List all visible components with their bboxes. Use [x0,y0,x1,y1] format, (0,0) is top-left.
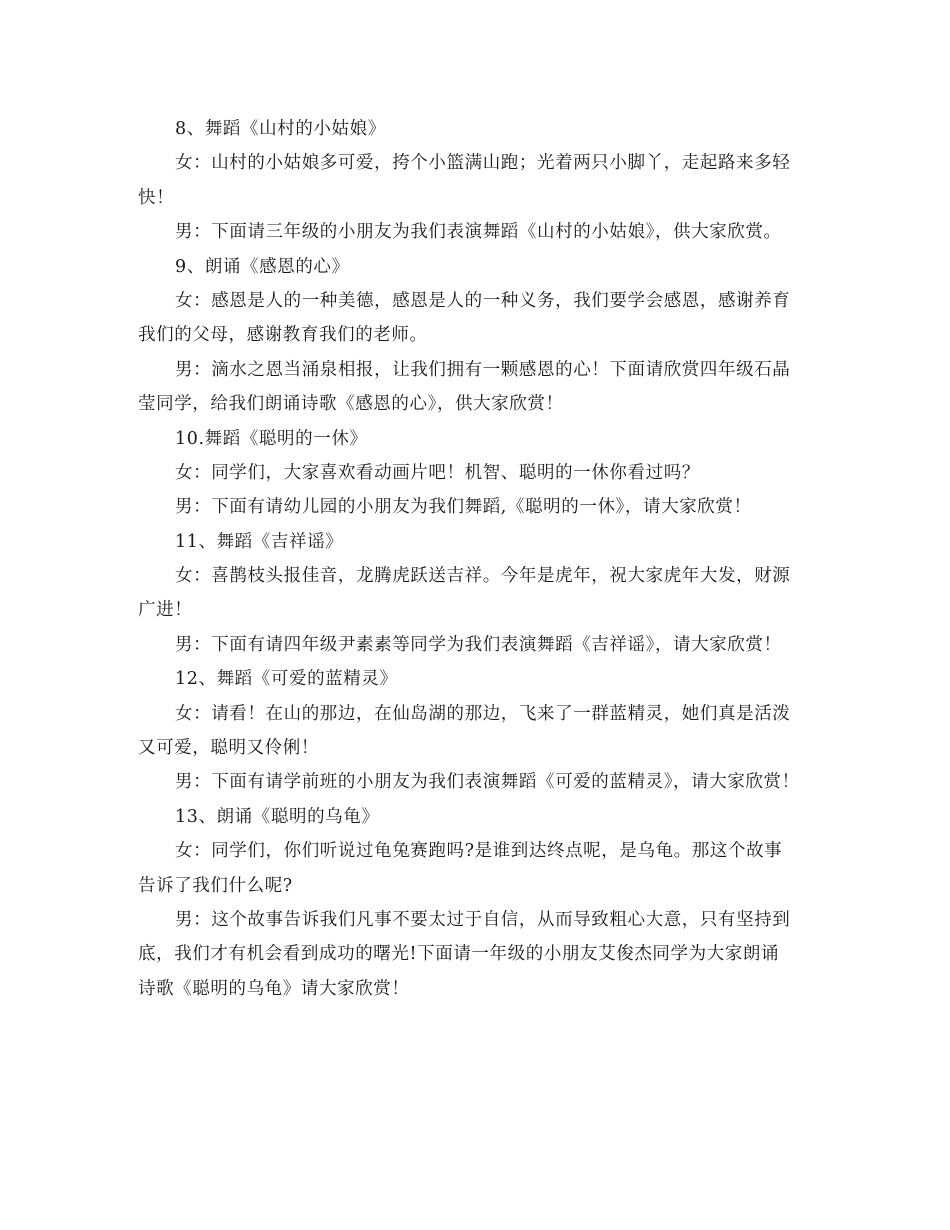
male-host-line: 男：下面有请四年级尹素素等同学为我们表演舞蹈《吉祥谣》，请大家欣赏！ [175,634,782,655]
male-host-line-cont: 底，我们才有机会看到成功的曙光!下面请一年级的小朋友艾俊杰同学为大家朗诵 [138,944,780,965]
female-host-line: 女：感恩是人的一种美德，感恩是人的一种义务，我们要学会感恩，感谢养育 [175,290,791,311]
male-host-line: 男：滴水之恩当涌泉相报，让我们拥有一颗感恩的心！下面请欣赏四年级石晶 [175,359,791,380]
female-host-line: 女：同学们，你们听说过龟兔赛跑吗?是谁到达终点呢，是乌龟。那这个故事 [175,841,783,862]
male-host-line: 男：下面有请幼儿园的小朋友为我们舞蹈,《聪明的一休》，请大家欣赏！ [175,497,752,518]
male-host-line: 男：这个故事告诉我们凡事不要太过于自信，从而导致粗心大意，只有坚持到 [175,909,791,930]
female-host-line: 女：同学们，大家喜欢看动画片吧！机智、聪明的一休你看过吗？ [175,462,700,483]
male-host-line-cont: 诗歌《聪明的乌龟》请大家欣赏！ [138,978,410,999]
item-11-heading: 11、舞蹈《吉祥谣》 [175,531,344,552]
female-host-line-cont: 我们的父母，感谢教育我们的老师。 [138,325,428,346]
female-host-line-cont: 快！ [138,187,175,208]
male-host-line: 男：下面请三年级的小朋友为我们表演舞蹈《山村的小姑娘》，供大家欣赏。 [175,222,782,243]
item-12-heading: 12、舞蹈《可爱的蓝精灵》 [175,669,398,690]
female-host-line-cont: 告诉了我们什么呢? [138,875,293,896]
female-host-line-cont: 又可爱，聪明又伶俐！ [138,738,319,759]
item-13-heading: 13、朗诵《聪明的乌龟》 [175,806,380,827]
female-host-line: 女：喜鹊枝头报佳音，龙腾虎跃送吉祥。今年是虎年，祝大家虎年大发，财源 [175,566,791,587]
item-9-heading: 9、朗诵《感恩的心》 [175,256,350,277]
document-page [138,112,828,1006]
female-host-line: 女：山村的小姑娘多可爱，挎个小篮满山跑；光着两只小脚丫，走起路来多轻 [175,153,791,174]
male-host-line: 男：下面有请学前班的小朋友为我们表演舞蹈《可爱的蓝精灵》，请大家欣赏！ [175,772,800,793]
female-host-line-cont: 广进！ [138,600,193,621]
item-10-heading: 10.舞蹈《聪明的一休》 [175,428,368,449]
male-host-line-cont: 莹同学，给我们朗诵诗歌《感恩的心》，供大家欣赏！ [138,394,564,415]
female-host-line: 女：请看！在山的那边，在仙岛湖的那边，飞来了一群蓝精灵，她们真是活泼 [175,703,791,724]
item-8-heading: 8、舞蹈《山村的小姑娘》 [175,119,386,139]
